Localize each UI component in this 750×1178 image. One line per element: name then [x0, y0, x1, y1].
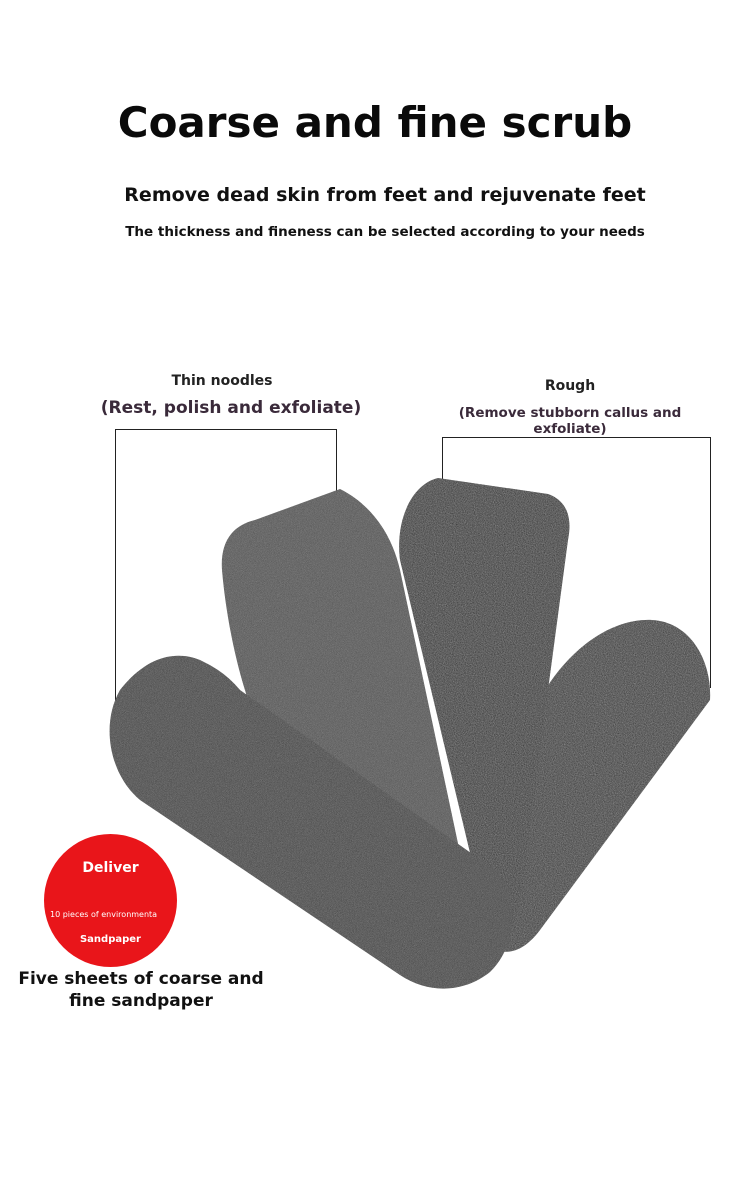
thin-label-title: Thin noodles — [171, 373, 273, 389]
package-caption: Five sheets of coarse and fine sandpaper — [18, 969, 264, 1011]
badge-item: Sandpaper — [79, 934, 141, 945]
rough-label-title: Rough — [544, 378, 596, 394]
delivery-badge — [44, 834, 177, 967]
badge-heading: Deliver — [82, 860, 139, 876]
page-title: Coarse and fine scrub — [117, 98, 633, 147]
badge-pieces: 10 pieces of environmenta — [50, 910, 158, 919]
page-subtitle: Remove dead skin from feet and rejuvenate feet — [124, 184, 646, 206]
rough-label-description: (Remove stubborn callus and exfoliate) — [458, 405, 682, 437]
page-note: The thickness and fineness can be selected according to your needs — [125, 224, 645, 240]
thin-label-description: (Rest, polish and exfoliate) — [100, 398, 362, 418]
